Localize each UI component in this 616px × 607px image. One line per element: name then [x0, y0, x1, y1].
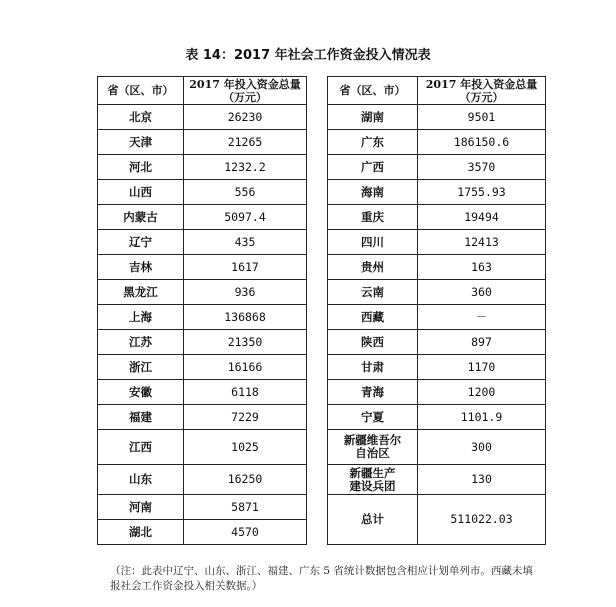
table-row: [98, 405, 307, 430]
funding-value: 897: [418, 330, 546, 355]
region-name: [328, 465, 418, 495]
funding-value: 1200: [418, 380, 546, 405]
table-row: [98, 430, 307, 465]
region-name: 广东: [328, 130, 418, 155]
header-amount-line1: 2017 年投入资金总量: [189, 77, 301, 91]
funding-value: 1025: [184, 430, 307, 465]
table-row: [98, 130, 307, 155]
table-row: [98, 230, 307, 255]
funding-value: 7229: [184, 405, 307, 430]
table-row: [98, 520, 307, 545]
note-line2: 报社会工作资金投入相关数据。）: [110, 580, 263, 592]
table-row: [328, 130, 546, 155]
region-name: 西藏: [328, 305, 418, 330]
region-name: 河北: [98, 155, 184, 180]
funding-value: 936: [184, 280, 307, 305]
table-row: [328, 355, 546, 380]
region-name: 海南: [328, 180, 418, 205]
table-row: [328, 105, 546, 130]
funding-value: 300: [418, 430, 546, 465]
header-amount: [418, 77, 546, 105]
table-row: [98, 380, 307, 405]
total-label: 总计: [328, 495, 418, 545]
funding-value: 16250: [184, 465, 307, 495]
table-row: [98, 180, 307, 205]
total-value: 511022.03: [418, 495, 546, 545]
header-amount-line2: （万元）: [223, 90, 267, 104]
header-amount-line1: 2017 年投入资金总量: [425, 77, 538, 91]
funding-value: 19494: [418, 205, 546, 230]
funding-value: 21265: [184, 130, 307, 155]
region-name: 山西: [98, 180, 184, 205]
region-name: 陕西: [328, 330, 418, 355]
table-header-row: [328, 77, 546, 105]
table-row: [328, 405, 546, 430]
table-row: [98, 465, 307, 495]
table-row: [98, 280, 307, 305]
funding-value: 186150.6: [418, 130, 546, 155]
region-name: 青海: [328, 380, 418, 405]
table-row: [98, 330, 307, 355]
region-name-line2: 建设兵团: [349, 478, 396, 493]
region-name: 宁夏: [328, 405, 418, 430]
region-name: 湖北: [98, 520, 184, 545]
table-row: [98, 105, 307, 130]
region-name: 河南: [98, 495, 184, 520]
region-name: 江西: [98, 430, 184, 465]
region-name: 辽宁: [98, 230, 184, 255]
region-name: 云南: [328, 280, 418, 305]
funding-value: 1617: [184, 255, 307, 280]
region-name: 四川: [328, 230, 418, 255]
region-name: 北京: [98, 105, 184, 130]
funding-value: 1101.9: [418, 405, 546, 430]
table-title: 表 14：2017 年社会工作资金投入情况表: [185, 48, 431, 63]
funding-value: 360: [418, 280, 546, 305]
region-name: 山东: [98, 465, 184, 495]
table-row: [98, 305, 307, 330]
funding-value: 435: [184, 230, 307, 255]
region-name: 湖南: [328, 105, 418, 130]
funding-value: 16166: [184, 355, 307, 380]
right-funding-table: [327, 76, 546, 545]
table-row: [98, 155, 307, 180]
region-name: 浙江: [98, 355, 184, 380]
region-name: 黑龙江: [98, 280, 184, 305]
funding-value: 1232.2: [184, 155, 307, 180]
funding-value: 136868: [184, 305, 307, 330]
region-name: [328, 430, 418, 465]
region-name: 福建: [98, 405, 184, 430]
funding-value: 556: [184, 180, 307, 205]
table-row: [328, 305, 546, 330]
region-name-line1: 新疆维吾尔: [343, 433, 402, 447]
funding-value: 12413: [418, 230, 546, 255]
header-region: 省（区、市）: [98, 77, 184, 105]
table-row: [328, 430, 546, 465]
funding-value: 1170: [418, 355, 546, 380]
region-name: 甘肃: [328, 355, 418, 380]
funding-value: 6118: [184, 380, 307, 405]
table-row: [98, 355, 307, 380]
region-name: 上海: [98, 305, 184, 330]
region-name-line1: 新疆生产: [349, 465, 396, 480]
table-row: [328, 330, 546, 355]
table-row: [98, 255, 307, 280]
region-name: 安徽: [98, 380, 184, 405]
region-name: 贵州: [328, 255, 418, 280]
funding-value: 5871: [184, 495, 307, 520]
table-header-row: [98, 77, 307, 105]
funding-value: 130: [418, 465, 546, 495]
table-row: [328, 205, 546, 230]
table-row: [328, 155, 546, 180]
funding-value: 1755.93: [418, 180, 546, 205]
region-name: 天津: [98, 130, 184, 155]
table-row: [328, 280, 546, 305]
total-row: [328, 495, 546, 545]
table-row: [98, 495, 307, 520]
region-name: 广西: [328, 155, 418, 180]
funding-value: 163: [418, 255, 546, 280]
left-funding-table: [97, 76, 307, 545]
note-line1: （注：此表中辽宁、山东、浙江、福建、广东 5 省统计数据包含相应计划单列市。西藏未填: [110, 565, 533, 577]
table-note: [110, 564, 610, 594]
header-amount-line2: （万元）: [459, 90, 504, 104]
table-row: [328, 230, 546, 255]
funding-value: 3570: [418, 155, 546, 180]
funding-value: 9501: [418, 105, 546, 130]
header-region: 省（区、市）: [328, 77, 418, 105]
table-row: [328, 255, 546, 280]
funding-value: 26230: [184, 105, 307, 130]
region-name: 江苏: [98, 330, 184, 355]
table-row: [328, 180, 546, 205]
table-row: [328, 380, 546, 405]
region-name-line2: 自治区: [355, 446, 390, 460]
table-row: [328, 465, 546, 495]
funding-value: 4570: [184, 520, 307, 545]
funding-value: －: [418, 305, 546, 330]
funding-value: 5097.4: [184, 205, 307, 230]
region-name: 重庆: [328, 205, 418, 230]
region-name: 内蒙古: [98, 205, 184, 230]
header-amount: [184, 77, 307, 105]
table-row: [98, 205, 307, 230]
region-name: 吉林: [98, 255, 184, 280]
funding-value: 21350: [184, 330, 307, 355]
